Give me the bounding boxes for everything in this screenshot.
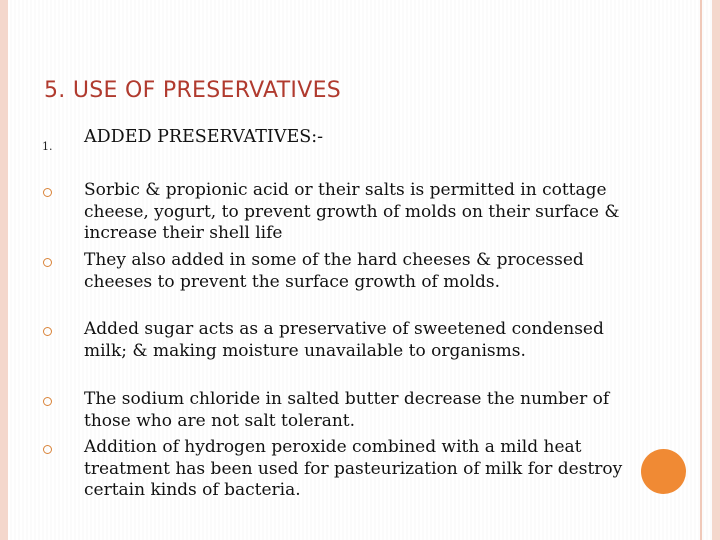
bullet-circle-icon	[43, 188, 52, 197]
list-item: Sorbic & propionic acid or their salts is permitted in cottage cheese, yogurt, to prevent growth of molds on their surface & increase their shell life	[84, 180, 620, 243]
list-item: Added sugar acts as a preservative of sweetened condensed milk; & making moisture unavailable to organisms.	[84, 319, 604, 361]
bullet-circle-icon	[43, 258, 52, 267]
decorative-vertical-line	[700, 0, 702, 540]
bullet-circle-icon	[43, 445, 52, 454]
list-item: The sodium chloride in salted butter decrease the number of those who are not salt tolerant.	[84, 389, 610, 431]
section-number: 1.	[42, 140, 53, 153]
list-item: They also added in some of the hard cheeses & processed cheeses to prevent the surface growth of molds.	[84, 250, 584, 292]
section-heading: ADDED PRESERVATIVES:-	[84, 127, 324, 147]
slide-title: 5. USE OF PRESERVATIVES	[44, 78, 342, 103]
bullet-circle-icon	[43, 327, 52, 336]
accent-circle	[641, 449, 686, 494]
list-item: Addition of hydrogen peroxide combined with a mild heat treatment has been used for pasteurization of milk for destroy certain kinds of bacteria.	[84, 437, 623, 500]
bullet-circle-icon	[43, 397, 52, 406]
